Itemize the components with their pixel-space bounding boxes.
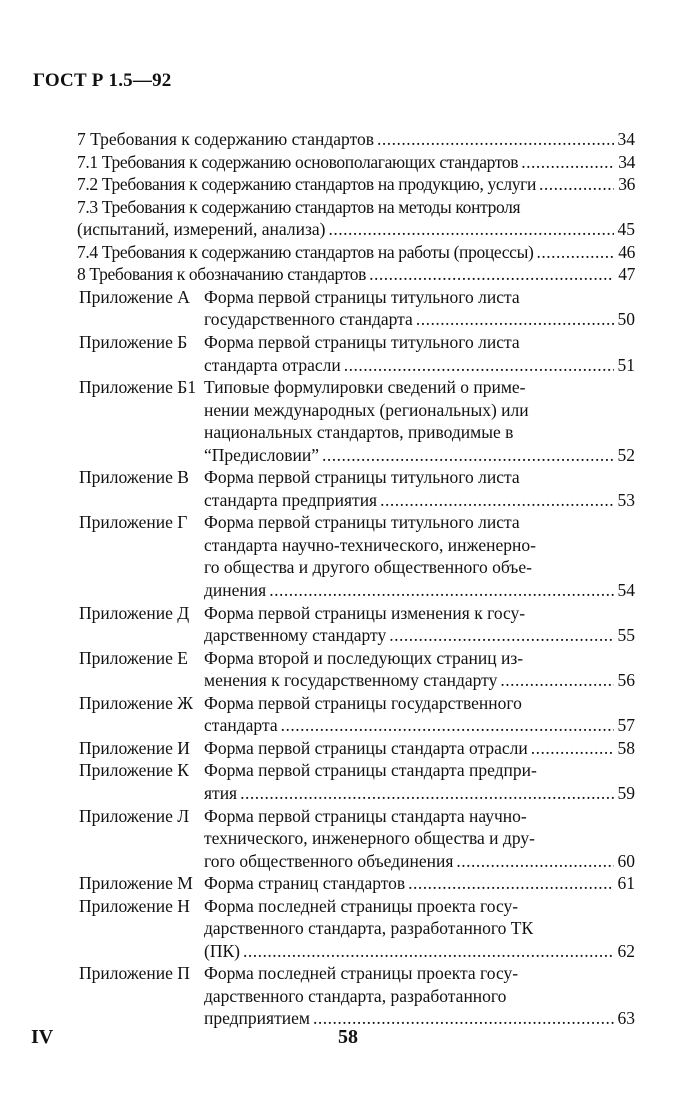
- page-number: 58: [338, 1026, 358, 1048]
- toc-entry: [79, 759, 635, 781]
- toc-page-number: 59: [617, 782, 635, 803]
- toc-dot-leader: [456, 850, 614, 872]
- toc-entry-prefix: Приложение Е: [79, 647, 188, 668]
- toc-entry-title: предприятием: [204, 1008, 310, 1029]
- toc-entry-continuation: [204, 1007, 635, 1029]
- toc-entry-title: Форма первой страницы титульного листа: [204, 331, 520, 352]
- toc-page-number: 58: [617, 737, 635, 758]
- toc-entry-title: Форма последней страницы проекта госу-: [204, 963, 519, 984]
- toc-entry-title: дарственного стандарта, разработанного: [204, 985, 507, 1006]
- toc-entry-title: технического, инженерного общества и дру-: [204, 828, 535, 849]
- toc-entry-title: Форма первой страницы стандарта отрасли: [204, 737, 528, 758]
- toc-entry-title: менения к государственному стандарту: [204, 670, 498, 691]
- toc-entry-title: 7 Требования к содержанию стандартов: [77, 129, 375, 149]
- toc-entry-title: (ПК): [204, 940, 240, 961]
- toc-entry-title: 8 Требования к обозначанию стандартов: [77, 264, 367, 285]
- toc-entry-title: ятия: [204, 782, 238, 803]
- toc-entry: [79, 376, 635, 398]
- toc-entry-prefix: Приложение Б1: [79, 377, 197, 398]
- toc-dot-leader: [408, 872, 614, 894]
- toc-page-number: 46: [618, 241, 635, 262]
- toc-dot-leader: [243, 940, 614, 962]
- toc-entry-title: Форма второй и последующих страниц из-: [204, 647, 524, 668]
- toc-entry-title: государственного стандарта: [204, 309, 413, 330]
- toc-entry-continuation: [204, 489, 635, 511]
- document-header: ГОСТ Р 1.5—92: [33, 70, 172, 91]
- toc-dot-leader: [344, 354, 614, 376]
- toc-entry: [79, 872, 635, 894]
- toc-dot-leader: [389, 624, 614, 646]
- toc-entry-title: стандарта предприятия: [204, 489, 378, 510]
- toc-entry: [79, 805, 635, 827]
- toc-dot-leader: [521, 151, 614, 173]
- toc-dot-leader: [281, 714, 614, 736]
- toc-entry-title: дарственному стандарту: [204, 625, 387, 646]
- toc-entry: [79, 286, 635, 308]
- toc-entry-continuation: [204, 714, 635, 736]
- toc-dot-leader: [416, 308, 614, 330]
- toc-entry-prefix: Приложение А: [79, 286, 190, 307]
- toc-entry-title: Форма последней страницы проекта госу-: [204, 895, 519, 916]
- toc-entry: [79, 331, 635, 353]
- toc-page-number: 60: [617, 850, 635, 871]
- toc-page-number: 63: [617, 1008, 635, 1029]
- toc-page-number: 45: [617, 219, 635, 240]
- toc-entry-prefix: Приложение Д: [79, 602, 190, 623]
- toc-entry-title: Форма первой страницы стандарта предпри-: [204, 760, 537, 781]
- toc-entry-title: Форма страниц стандартов: [204, 873, 406, 894]
- toc-entry-title: Форма первой страницы стандарта научно-: [204, 805, 527, 826]
- toc-entry-title: “Предисловии”: [204, 444, 319, 465]
- toc-page-number: 62: [617, 940, 635, 961]
- toc-entry-title: Форма первой страницы изменения к госу-: [204, 602, 526, 623]
- toc-dot-leader: [328, 218, 614, 240]
- toc-page-number: 51: [617, 354, 635, 375]
- toc-entry-continuation: [204, 421, 635, 443]
- toc-entry: [77, 196, 635, 218]
- toc-entry-title: 7.3 Требования к содержанию стандартов на методы контроля: [77, 196, 521, 217]
- toc-entry: [77, 151, 635, 173]
- toc-entry-title: 7.1 Требования к содержанию основополагающих стандартов: [77, 151, 519, 172]
- toc-entry-title: стандарта научно-технического, инженерно-: [204, 534, 536, 555]
- toc-entry-prefix: Приложение Б: [79, 331, 188, 352]
- toc-entry-prefix: Приложение М: [79, 873, 193, 894]
- toc-dot-leader: [380, 489, 614, 511]
- toc-entry-title: стандарта отрасли: [204, 354, 341, 375]
- toc-page-number: 56: [617, 670, 635, 691]
- toc-page-number: 61: [617, 873, 635, 894]
- toc-entry-continuation: [204, 850, 635, 872]
- toc-entry-title: национальных стандартов, приводимые в: [204, 422, 514, 443]
- toc-entry: [79, 647, 635, 669]
- toc-page-number: 34: [618, 151, 635, 172]
- toc-entry-continuation: [204, 308, 635, 330]
- toc-entry-title: Форма первой страницы государственного: [204, 692, 522, 713]
- toc-dot-leader: [322, 444, 614, 466]
- toc-entry-title: 7.2 Требования к содержанию стандартов на продукцию, услуги: [77, 174, 536, 195]
- toc-entry-title: динения: [204, 580, 267, 600]
- toc-page-number: 55: [617, 625, 635, 646]
- toc-entry-continuation: [204, 782, 635, 804]
- toc-entry-title: нении международных (региональных) или: [204, 399, 529, 420]
- toc-entry-continuation: [204, 985, 635, 1007]
- toc-entry-continuation: [204, 444, 635, 466]
- toc-dot-leader: [539, 173, 614, 195]
- toc-entry-prefix: Приложение И: [79, 737, 190, 758]
- toc-page-number: 52: [617, 444, 635, 465]
- toc-entry: [77, 241, 635, 263]
- toc-entry-continuation: [204, 534, 635, 556]
- toc-entry-continuation: [204, 624, 635, 646]
- toc-entry-title: стандарта: [204, 715, 278, 736]
- toc-entry-title: Типовые формулировки сведений о приме-: [204, 377, 526, 398]
- toc-entry-continuation: [204, 556, 635, 578]
- toc-page-number: 57: [617, 715, 635, 736]
- toc-dot-leader: [377, 128, 614, 150]
- toc-entry-title: Форма первой страницы титульного листа: [204, 512, 520, 533]
- toc-entry-continuation: [204, 399, 635, 421]
- toc-entry-continuation: [204, 579, 635, 601]
- toc-entry: [79, 895, 635, 917]
- toc-page-number: 47: [618, 264, 635, 285]
- toc-entry: [79, 511, 635, 533]
- toc-entry-prefix: Приложение П: [79, 963, 190, 984]
- toc-dot-leader: [240, 782, 614, 804]
- toc-entry-prefix: Приложение Н: [79, 895, 190, 916]
- toc-entry-prefix: Приложение Ж: [79, 692, 193, 713]
- toc-entry-continuation: [204, 940, 635, 962]
- toc-page-number: 34: [617, 129, 635, 149]
- toc-entry: [79, 692, 635, 714]
- toc-dot-leader: [536, 241, 614, 263]
- toc-entry-title: го общества и другого общественного объе-: [204, 557, 532, 578]
- toc-entry-title: 7.4 Требования к содержанию стандартов на работы (процессы): [77, 241, 534, 262]
- toc-entry-title: дарственного стандарта, разработанного ТК: [204, 918, 534, 939]
- toc-entry: [79, 602, 635, 624]
- toc-entry-continuation: [204, 827, 635, 849]
- toc-entry-continuation: [204, 669, 635, 691]
- toc-entry: [79, 962, 635, 984]
- toc-entry-title: Форма первой страницы титульного листа: [204, 467, 520, 488]
- toc-entry-continuation: [77, 218, 635, 240]
- toc-entry-title: Форма первой страницы титульного листа: [204, 286, 520, 307]
- toc-entry-title: гого общественного объединения: [204, 850, 454, 871]
- toc-dot-leader: [313, 1007, 614, 1029]
- toc-entry: [79, 737, 635, 759]
- toc-entry: [79, 466, 635, 488]
- toc-entry-continuation: [204, 917, 635, 939]
- toc-entry: [77, 128, 635, 150]
- toc-dot-leader: [369, 263, 614, 285]
- toc-entry-prefix: Приложение В: [79, 467, 189, 488]
- roman-page-marker: IV: [31, 1026, 54, 1048]
- toc-entry-prefix: Приложение Г: [79, 512, 188, 533]
- toc-page-number: 53: [617, 489, 635, 510]
- toc-entry-prefix: Приложение Л: [79, 805, 190, 826]
- toc-dot-leader: [500, 669, 614, 691]
- toc-entry-continuation: [204, 354, 635, 376]
- toc-page-number: 54: [617, 580, 635, 600]
- toc-entry: [77, 173, 635, 195]
- toc-page-number: 36: [618, 174, 635, 195]
- toc-entry-prefix: Приложение К: [79, 760, 189, 781]
- toc-entry-title: (испытаний, измерений, анализа): [77, 219, 326, 240]
- toc-dot-leader: [531, 737, 614, 759]
- toc-dot-leader: [269, 579, 614, 601]
- toc-entry: [77, 263, 635, 285]
- toc-page-number: 50: [617, 309, 635, 330]
